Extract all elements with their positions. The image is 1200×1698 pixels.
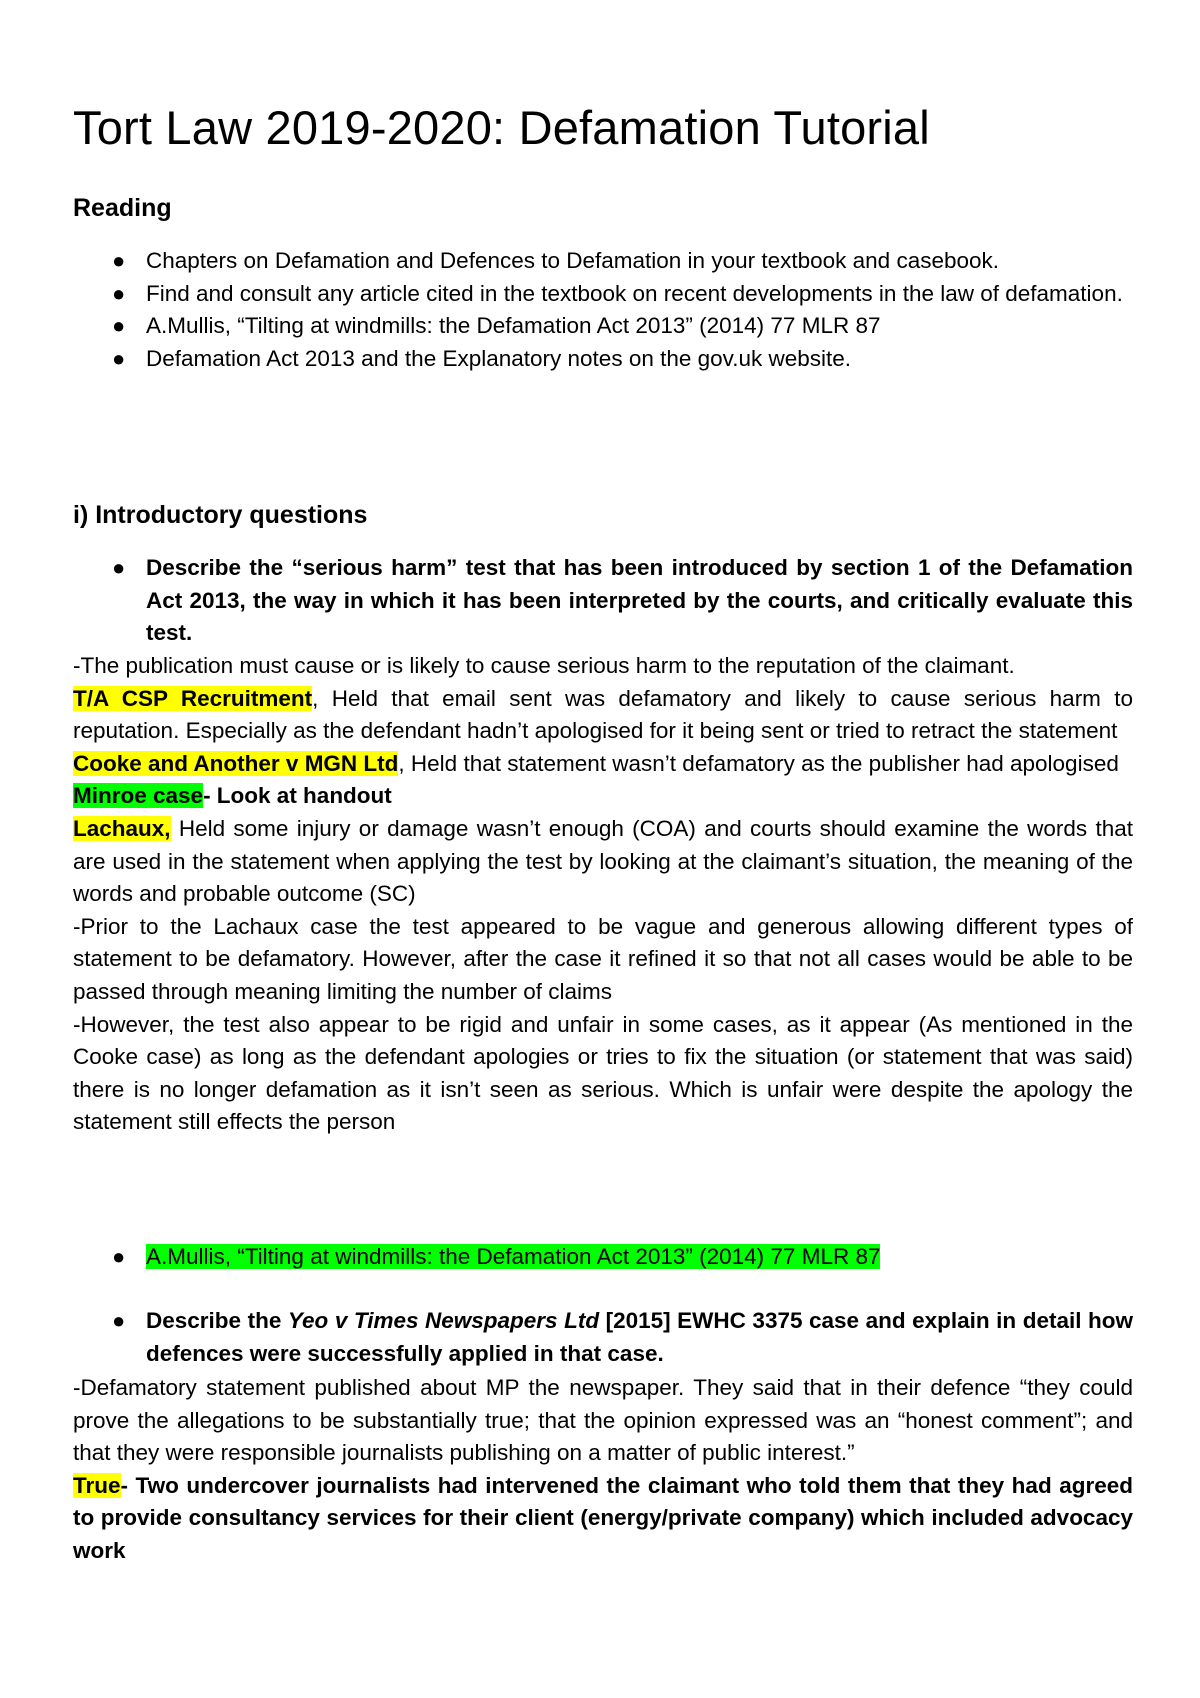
answer-1-block [73, 650, 1133, 1139]
document-title: Tort Law 2019-2020: Defamation Tutorial [73, 101, 930, 154]
question-1: ● Describe the “serious harm” test that has been introduced by section 1 of the Defamation Act 2013, the way in which it has been interpreted by the courts, and critically evaluate this test. [73, 552, 1133, 650]
reading-item: ● Defamation Act 2013 and the Explanatory notes on the gov.uk website. [73, 343, 1133, 376]
bullet-icon: ● [112, 248, 126, 273]
case-name: Yeo v Times Newspapers Ltd [287, 1308, 600, 1333]
answer-paragraph: -Prior to the Lachaux case the test appeared to be vague and generous allowing different types of statement to be defamatory. However, after the case it refined it so that not all cases would be able to be passed through meaning limiting the number of claims [73, 913, 1133, 1004]
bullet-icon: ● [112, 1244, 126, 1269]
bullet-icon: ● [112, 1308, 126, 1333]
bullet-icon: ● [112, 313, 126, 339]
lachaux-paragraph: Lachaux, Held some injury or damage wasn’t enough (COA) and courts should examine the words that are used in the statement when applying the test by looking at the claimant’s situation, the meaning of the words and probable outcome (SC) [73, 815, 1133, 907]
csp-paragraph: T/A CSP Recruitment, Held that email sent was defamatory and likely to cause serious harm to reputation. Especially as the defendant hadn’t apologised for it being sent or tried to retract the statement [73, 685, 1133, 744]
minroe-paragraph: Minroe case- Look at handout [73, 783, 392, 809]
question-1-list [73, 552, 1133, 650]
question-2: ● Describe the Yeo v Times Newspapers Ltd [2015] EWHC 3375 case and explain in detail how defences were successfully applied in that case. [73, 1305, 1133, 1370]
mullis-item: ● A.Mullis, “Tilting at windmills: the Defamation Act 2013” (2014) 77 MLR 87 [73, 1241, 1133, 1274]
reading-heading: Reading [73, 194, 172, 222]
reading-list [73, 245, 1133, 375]
answer-paragraph: -Defamatory statement published about MP the newspaper. They said that in their defence “they could prove the allegations to be substantially true; that the opinion expressed was an “honest comment”; and that they were responsible journalists publishing on a matter of public interest.” [73, 1375, 1133, 1466]
answer-2-block [73, 1372, 1133, 1568]
case-highlight: Cooke and Another v MGN Ltd [73, 750, 399, 776]
case-highlight: Lachaux, [73, 815, 171, 841]
question-2-list [73, 1305, 1133, 1370]
bullet-icon: ● [112, 280, 126, 306]
defence-highlight: True [73, 1472, 121, 1498]
answer-paragraph: -The publication must cause or is likely to cause serious harm to the reputation of the claimant. [73, 653, 1015, 678]
case-highlight: T/A CSP Recruitment [73, 685, 313, 711]
reading-item: ● A.Mullis, “Tilting at windmills: the Defamation Act 2013” (2014) 77 MLR 87 [73, 310, 1133, 343]
bullet-icon: ● [112, 345, 126, 371]
mullis-list [73, 1241, 1133, 1274]
reading-item: ● Chapters on Defamation and Defences to Defamation in your textbook and casebook. [73, 245, 1133, 278]
case-highlight: Minroe case [73, 783, 204, 809]
reading-item: ● Find and consult any article cited in the textbook on recent developments in the law of defamation. [73, 278, 1133, 311]
answer-paragraph: -However, the test also appear to be rigid and unfair in some cases, as it appear (As mentioned in the Cooke case) as long as the defendant apologies or tries to fix the situation (or statement that was said) there is no longer defamation as it isn’t seen as serious. Which is unfair were despite the apology the statement still effects the person [73, 1011, 1133, 1135]
cooke-paragraph: Cooke and Another v MGN Ltd, Held that statement wasn’t defamatory as the publisher had apologised [73, 750, 1119, 776]
bullet-icon: ● [112, 555, 126, 580]
intro-heading: i) Introductory questions [73, 501, 368, 529]
true-paragraph: True- Two undercover journalists had intervened the claimant who told them that they had agreed to provide consultancy services for their client (energy/private company) which included advocacy work [73, 1472, 1133, 1563]
